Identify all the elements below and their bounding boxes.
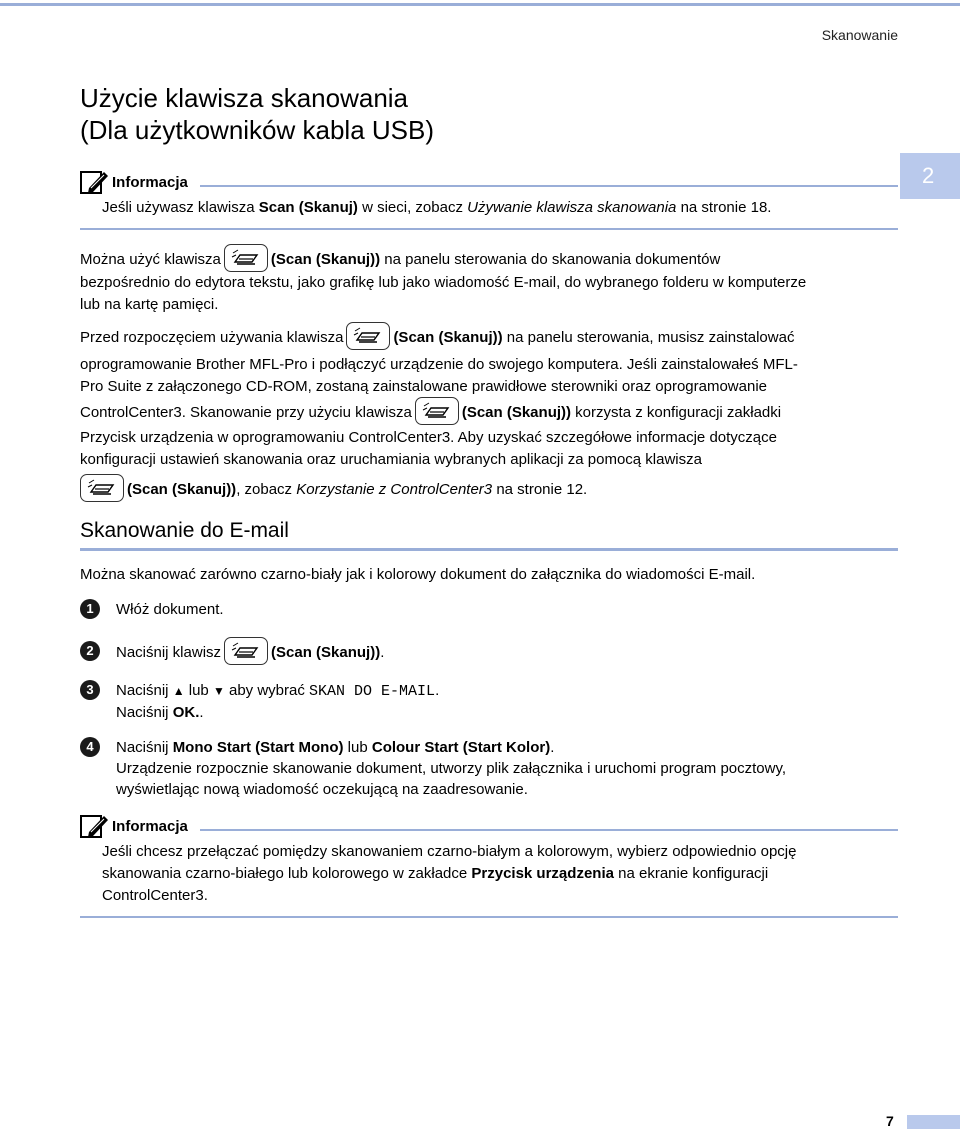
step-number: 4 bbox=[80, 737, 100, 757]
chapter-number: 2 bbox=[922, 163, 935, 188]
paragraph-2: Przed rozpoczęciem używania klawisza (Scan (Skanuj)) na panelu sterowania, musisz zainstalować oprogramowanie Brother MFL-Pro i podłączyć urządzenie do swojego komputera. Jeśli zainstalowałeś MFL- Pro Suite z załączonego CD-ROM, zostaną zainstalowane prawidłowe sterowniki oraz oprogramowanie ControlCenter3. Skanowanie przy użyciu klawisza (Scan (Skanuj)) korzysta z konfiguracji zakładki Przycisk urządzenia w oprogramowaniu ControlCenter3. Aby uzyskać szczegółowe informacje dotyczące konfiguracji ustawień skanowania oraz uruchamiania wybranych aplikacji za pomocą klawisza (Scan (Skanuj)), zobacz Korzystanie z ControlCenter3 na stronie 12. bbox=[80, 326, 898, 502]
note-pencil-icon bbox=[80, 813, 110, 839]
title-line-1: Użycie klawisza skanowania bbox=[80, 83, 409, 113]
section-heading: Skanowanie do E-mail bbox=[80, 519, 289, 542]
running-header: Skanowanie bbox=[821, 27, 898, 43]
step-1 bbox=[80, 599, 898, 620]
step-3 bbox=[80, 680, 898, 723]
scan-key-icon bbox=[415, 397, 459, 425]
note-text: Jeśli chcesz przełączać pomiędzy skanowaniem czarno-białym a kolorowym, wybierz odpowiednio opcję skanowania czarno-białego lub kolorowego w zakładce Przycisk urządzenia na ekranie konfiguracji ControlCenter3. bbox=[102, 843, 797, 904]
section-intro: Można skanować zarówno czarno-biały jak i kolorowy dokument do załącznika do wiadomości E-mail. bbox=[80, 566, 756, 583]
note-title: Informacja bbox=[112, 817, 188, 835]
title-line-2: (Dla użytkowników kabla USB) bbox=[80, 115, 435, 145]
note-rule bbox=[200, 829, 898, 831]
step-number: 1 bbox=[80, 599, 100, 619]
note-box-2 bbox=[80, 813, 898, 918]
step-number: 2 bbox=[80, 641, 100, 661]
step-text: Naciśnij ▲ lub ▼ aby wybrać SKAN DO E-MAIL. Naciśnij OK.. bbox=[116, 682, 440, 721]
note-pencil-icon bbox=[80, 169, 110, 195]
note-rule bbox=[200, 185, 898, 187]
step-text: Włóż dokument. bbox=[116, 601, 224, 618]
top-rule bbox=[0, 3, 960, 6]
paragraph-1: Można użyć klawisza (Scan (Skanuj)) na panelu sterowania do skanowania dokumentów bezpośrednio do edytora tekstu, jako grafikę lub jako wiadomość E-mail, do wybranego folderu w komputerze lub na kartę pamięci. bbox=[80, 248, 898, 315]
scan-key-icon bbox=[346, 322, 390, 350]
page-number: 7 bbox=[886, 1113, 894, 1129]
note-title: Informacja bbox=[112, 173, 188, 191]
scan-key-icon bbox=[80, 474, 124, 502]
step-2 bbox=[80, 641, 898, 665]
note-text: Jeśli używasz klawisza Scan (Skanuj) w sieci, zobacz Używanie klawisza skanowania na stronie 18. bbox=[102, 199, 772, 216]
scan-key-icon bbox=[224, 244, 268, 272]
note-bottom-rule bbox=[80, 916, 898, 918]
note-bottom-rule bbox=[80, 228, 898, 230]
step-text: Naciśnij klawisz (Scan (Skanuj)). bbox=[116, 641, 898, 665]
step-text: Naciśnij Mono Start (Start Mono) lub Colour Start (Start Kolor). Urządzenie rozpocznie skanowanie dokument, utworzy plik załącznika i uruchomi program pocztowy, wyświetlając nową wiadomość oczekującą na zaadresowanie. bbox=[116, 739, 787, 798]
step-number: 3 bbox=[80, 680, 100, 700]
note-box-1 bbox=[80, 169, 898, 230]
up-arrow-icon: ▲ bbox=[172, 684, 185, 698]
section-rule bbox=[80, 548, 898, 551]
down-arrow-icon: ▼ bbox=[212, 684, 225, 698]
page-title bbox=[80, 82, 434, 146]
footer-tab bbox=[907, 1115, 960, 1129]
scan-key-icon bbox=[224, 637, 268, 665]
step-4 bbox=[80, 737, 898, 800]
